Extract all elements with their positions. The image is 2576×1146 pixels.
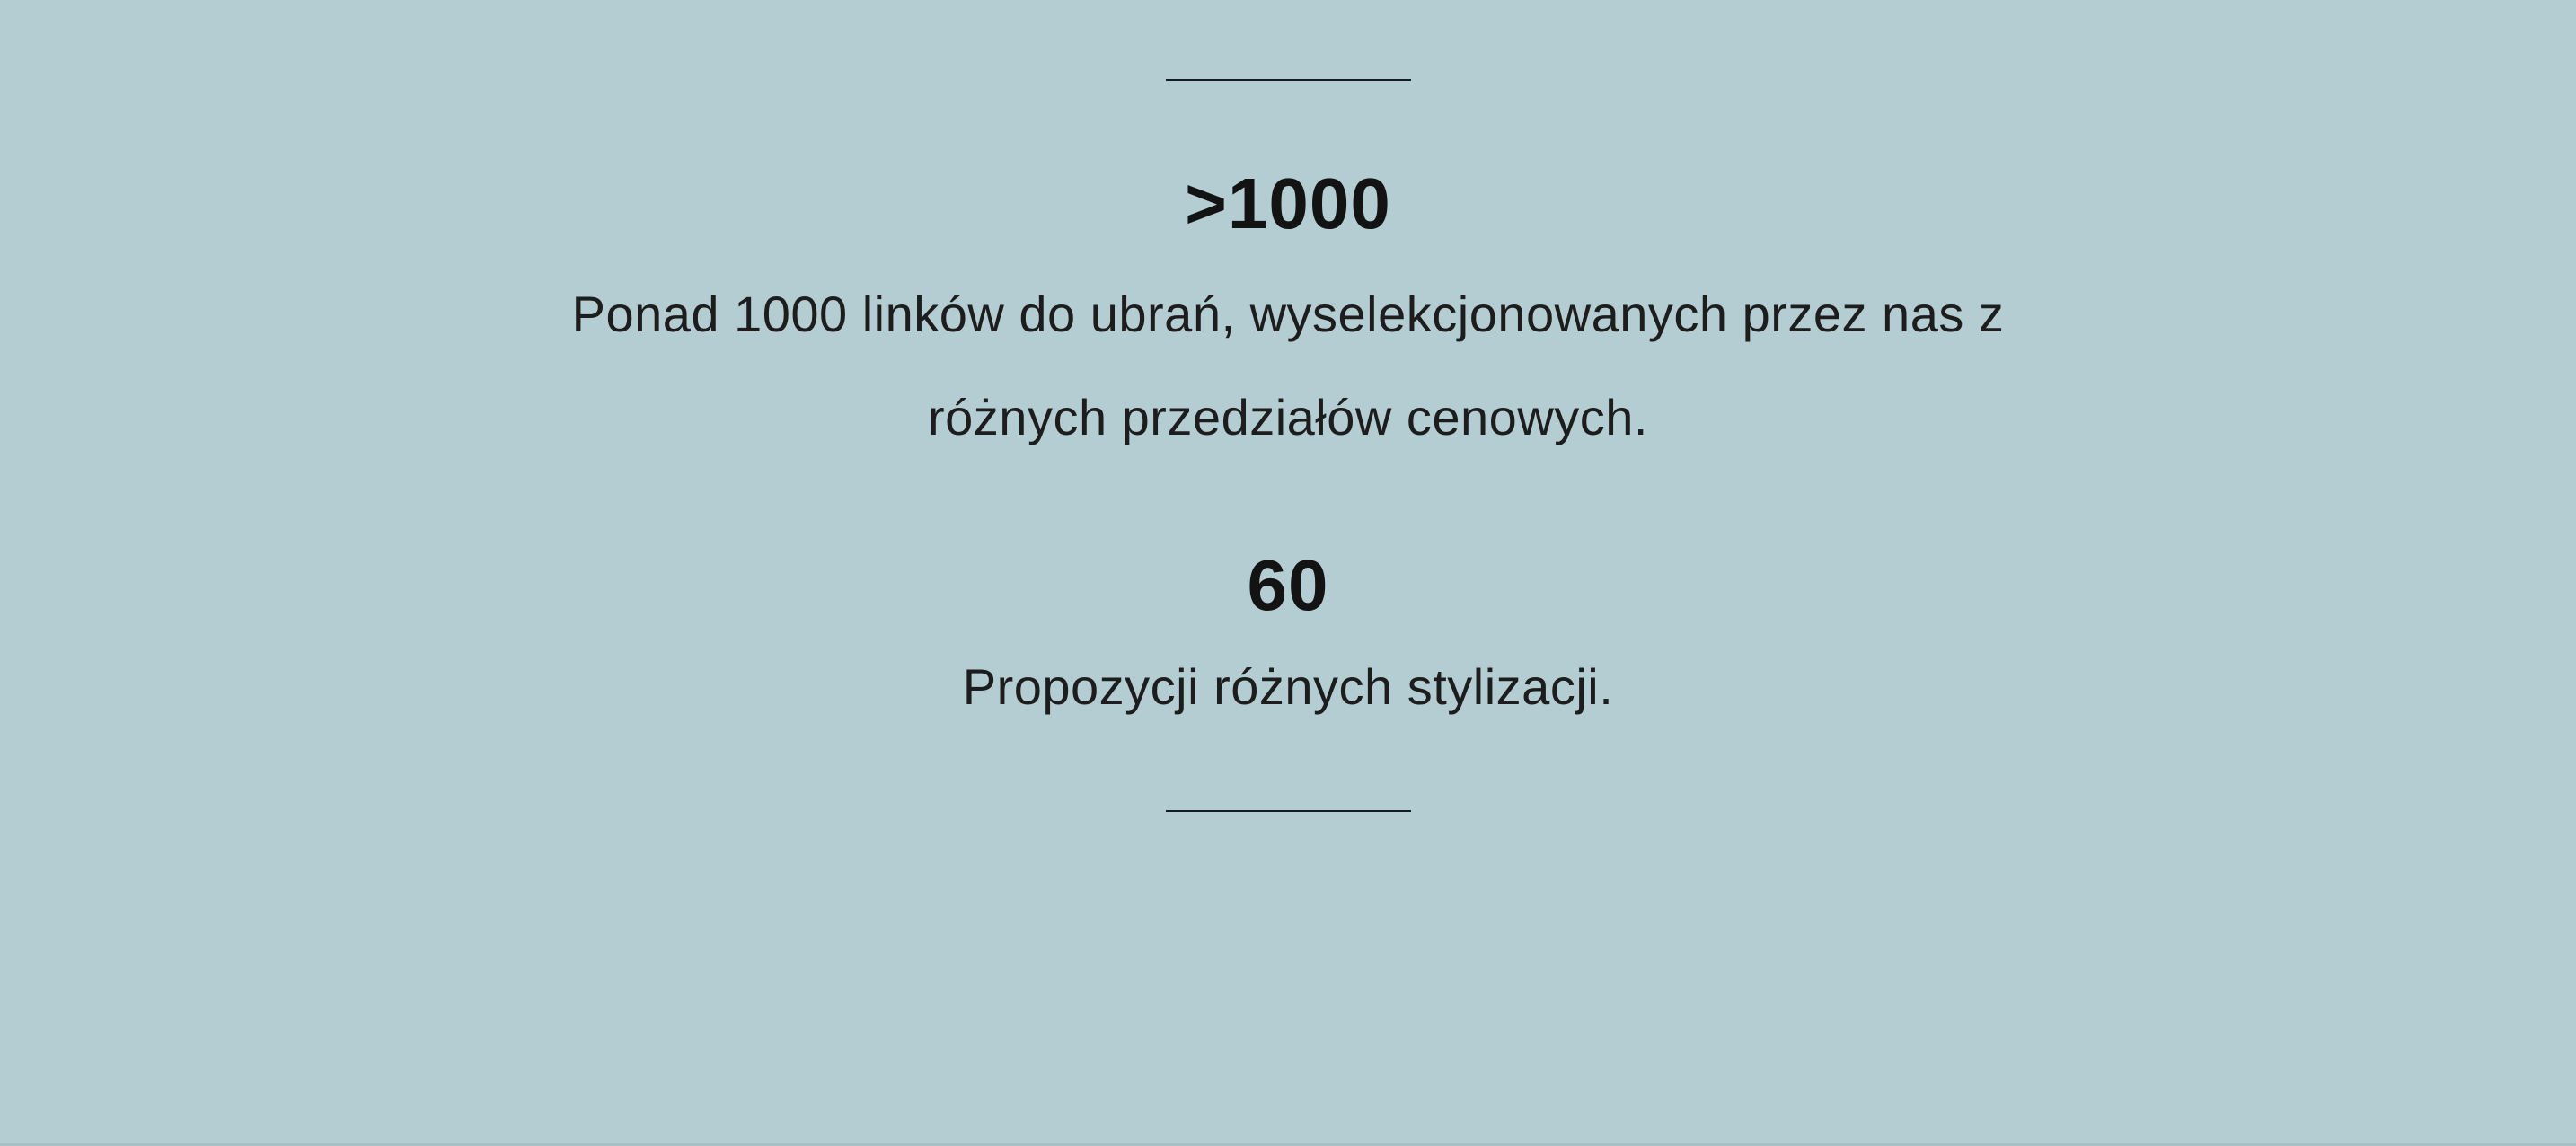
stat-value-stylizations: 60 [1247, 545, 1329, 625]
stat-description-links: Ponad 1000 linków do ubrań, wyselekcjonowanych przez nas z różnych przedziałów cenowych. [571, 286, 2005, 445]
stat-block-links [0, 2, 2576, 445]
divider-line-top [1166, 79, 1411, 81]
stat-value-links: >1000 [1185, 163, 1391, 243]
stat-description-stylizations: Propozycji różnych stylizacji. [962, 658, 1614, 715]
divider-line-bottom [1166, 810, 1411, 812]
